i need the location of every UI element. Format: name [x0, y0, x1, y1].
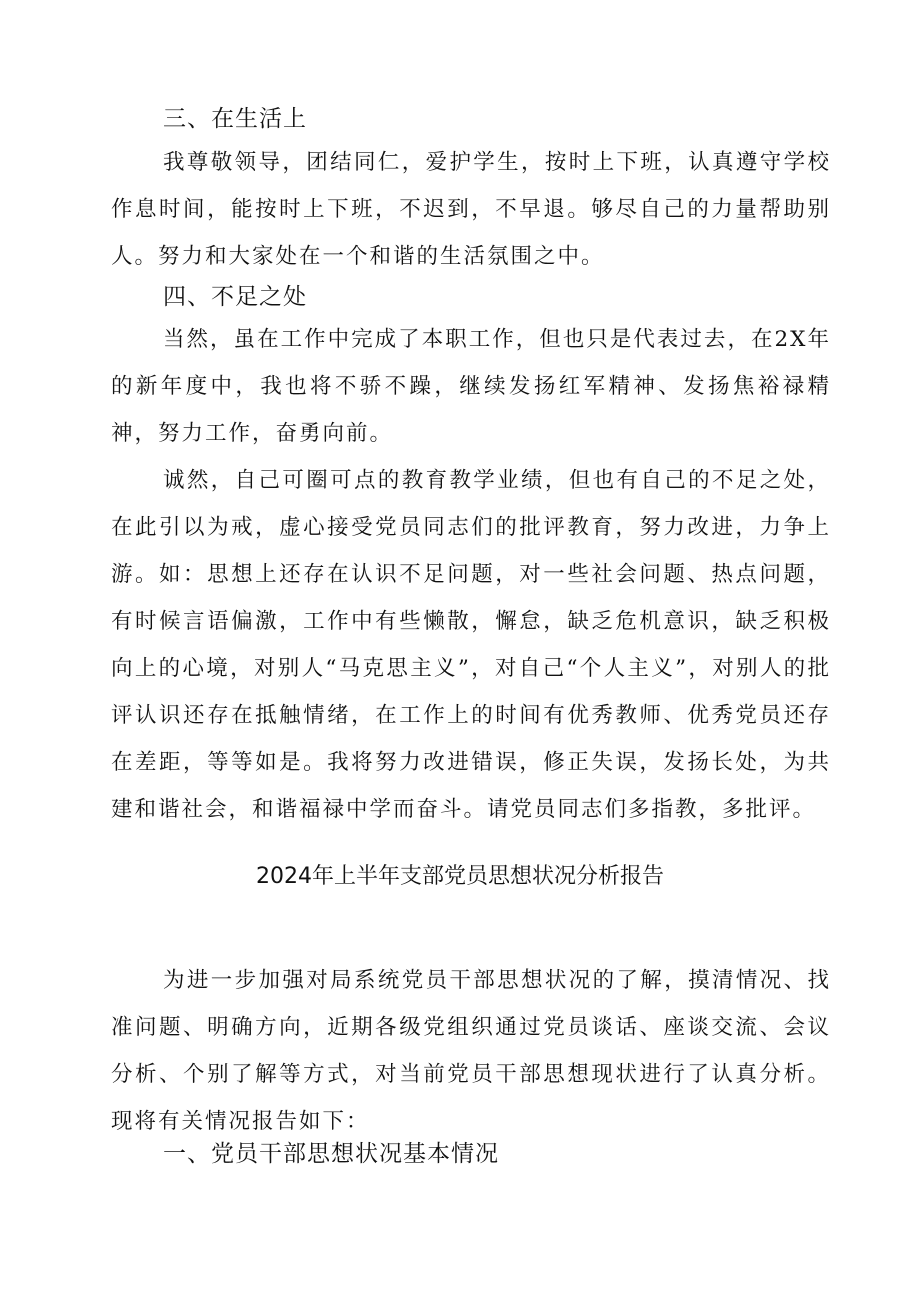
report-title: 2024年上半年支部党员思想状况分析报告 — [256, 864, 664, 889]
paragraph-shortcomings-2: 诚然，自己可圈可点的教育教学业绩，但也有自己的不足之处，在此引以为戒，虚心接受党员同志们的批评教育，努力改进，力争上游。如：思想上还存在认识不足问题，对一些社会问题、热点问题，有时候言语偏激，工作中有些懒散，懈怠，缺乏危机意识，缺乏积极向上的心境，对别人“马克思主义”，对自己“个人主义”，对别人的批评认识还存在抵触情绪，在工作上的时间有优秀教师、优秀党员还存在差距，等等如是。我将努力改进错误，修正失误，发扬长处，为共建和谐社会，和谐福禄中学而奋斗。请党员同志们多指教，多批评。 — [111, 468, 832, 822]
section-heading-shortcomings: 四、不足之处 — [163, 284, 307, 310]
report-intro-paragraph: 为进一步加强对局系统党员干部思想状况的了解，摸清情况、找准问题、明确方向，近期各级党组织通过党员谈话、座谈交流、会议分析、个别了解等方式，对当前党员干部思想现状进行了认真分析。现将有关情况报告如下： — [111, 968, 831, 1134]
paragraph-shortcomings-1: 当然，虽在工作中完成了本职工作，但也只是代表过去，在2X年的新年度中，我也将不骄不躁，继续发扬红军精神、发扬焦裕禄精神，努力工作，奋勇向前。 — [111, 327, 831, 446]
section-heading-life: 三、在生活上 — [163, 106, 307, 132]
paragraph-life: 我尊敬领导，团结同仁，爱护学生，按时上下班，认真遵守学校作息时间，能按时上下班，不迟到，不早退。够尽自己的力量帮助别人。努力和大家处在一个和谐的生活氛围之中。 — [111, 150, 831, 269]
report-section-heading-1: 一、党员干部思想状况基本情况 — [163, 1141, 499, 1167]
